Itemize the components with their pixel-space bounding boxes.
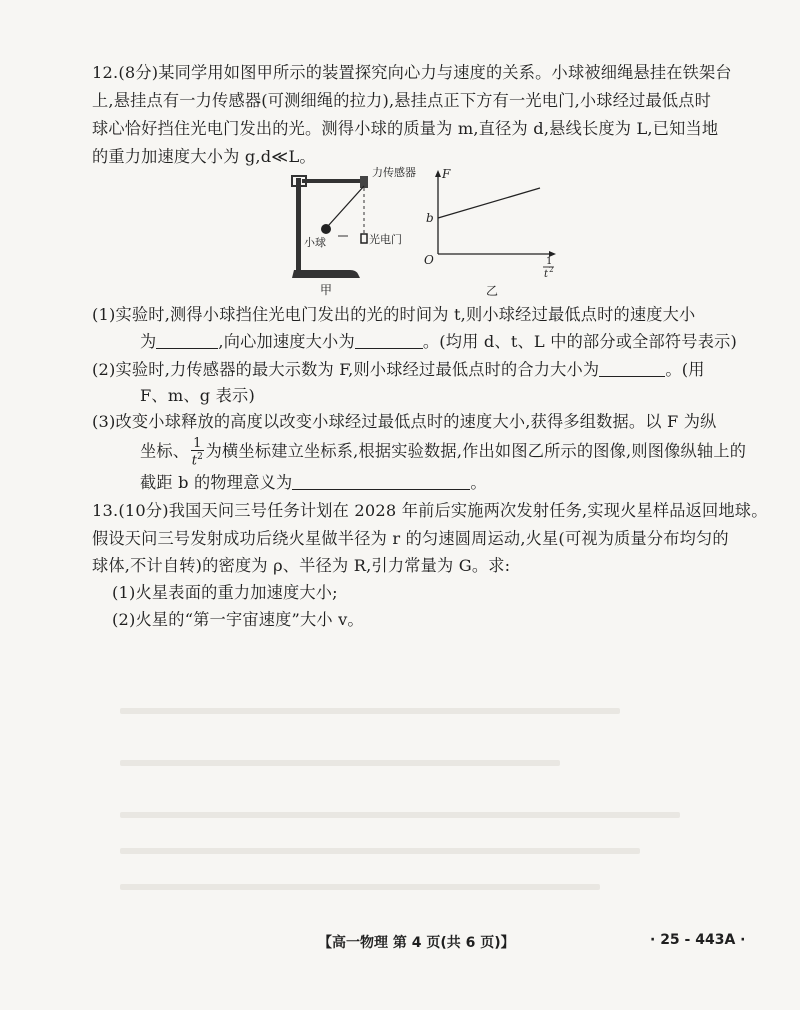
fraction-denominator: $t^2$: [191, 452, 204, 469]
q12-intro-line4: 的重力加速度大小为 g,d≪L。: [92, 147, 316, 166]
intercept-label: b: [426, 211, 434, 225]
q12-sub3-text-c: 截距 b 的物理意义为: [140, 473, 293, 492]
q12-sub1-text-c: 。(均用 d、t、L 中的部分或全部符号表示): [422, 332, 737, 351]
stand-base: [292, 270, 360, 278]
q12-sub1-text-b: ,向心加速度大小为: [218, 332, 355, 351]
answer-blank-intercept-meaning[interactable]: [292, 471, 470, 490]
q13-sub2: (2)火星的“第一宇宙速度”大小 v。: [112, 610, 364, 629]
q12-sub1-line2: [140, 329, 772, 355]
answer-blank-net-force[interactable]: [599, 358, 665, 377]
bleed-mark: [120, 708, 620, 714]
q12-sub1-text-a: 为: [140, 332, 157, 351]
q12-sub3-line1: (3)改变小球释放的高度以改变小球经过最低点时的速度大小,获得多组数据。以 F 为纵: [92, 412, 717, 431]
bleed-mark: [120, 884, 600, 890]
answer-blank-acceleration[interactable]: [355, 330, 423, 349]
q12-sub2-text-b: 。(用: [665, 360, 705, 379]
fig-jia-caption: 甲: [320, 283, 333, 296]
q12-sub2-text-a: (2)实验时,力传感器的最大示数为 F,则小球经过最低点时的合力大小为: [92, 360, 600, 379]
origin-label: O: [424, 253, 434, 267]
gate-label: 光电门: [369, 233, 402, 246]
ball-label: 小球: [304, 236, 326, 249]
photogate: [361, 234, 367, 243]
figure-yi: [418, 160, 568, 300]
q12-sub1-line1: (1)实验时,测得小球挡住光电门发出的光的时间为 t,则小球经过最低点时的速度大小: [92, 305, 696, 324]
y-axis-label: F: [442, 167, 451, 181]
bleed-mark: [120, 760, 560, 766]
ball: [321, 224, 331, 234]
stand-pole: [296, 178, 301, 272]
q13-line1: 13.(10分)我国天问三号任务计划在 2028 年前后实施两次发射任务,实现火星样品返回地球。: [92, 501, 768, 520]
q12-sub3-line2: [140, 437, 772, 467]
string: [328, 186, 364, 226]
q12-intro-line1: 12.(8分)某同学用如图甲所示的装置探究向心力与速度的关系。小球被细绳悬挂在铁架台: [92, 63, 732, 82]
fraction-numerator: 1: [193, 436, 202, 451]
x-label-den: t: [544, 269, 549, 280]
q13-line3: 球体,不计自转)的密度为 ρ、半径为 R,引力常量为 G。求:: [92, 556, 511, 575]
q13-sub1: (1)火星表面的重力加速度大小;: [112, 583, 338, 602]
bleed-mark: [120, 812, 680, 818]
q12-intro-line3: 球心恰好挡住光电门发出的光。测得小球的质量为 m,直径为 d,悬线长度为 L,已知当地: [92, 119, 719, 138]
q12-sub3-text-a: 坐标、: [140, 441, 190, 461]
sensor-label: 力传感器: [372, 166, 416, 179]
q12-sub3-text-d: 。: [470, 473, 487, 492]
q12-sub2-line1: [92, 357, 772, 383]
answer-blank-velocity[interactable]: [156, 330, 218, 349]
q12-intro-line2: 上,悬挂点有一力传感器(可测细绳的拉力),悬挂点正下方有一光电门,小球经过最低点时: [92, 91, 712, 110]
q13-line2: 假设天问三号发射成功后绕火星做半径为 r 的匀速圆周运动,火星(可视为质量分布均匀的: [92, 529, 729, 548]
y-axis-arrow: [435, 170, 441, 177]
q12-sub2-line2: F、m、g 表示): [140, 386, 255, 405]
page-footer-code: · 25 - 443A ·: [650, 932, 746, 948]
bleed-mark: [120, 848, 640, 854]
x-label-exp: 2: [549, 266, 554, 274]
x-label-num: 1: [546, 256, 553, 267]
page-footer-center: 【高一物理 第 4 页(共 6 页)】: [318, 935, 515, 951]
q12-sub3-text-b: 为横坐标建立坐标系,根据实验数据,作出如图乙所示的图像,则图像纵轴上的: [205, 441, 747, 461]
inverse-t-squared-fraction: [191, 437, 203, 467]
q12-sub3-line3: [140, 470, 772, 496]
stand-arm: [302, 179, 364, 183]
data-line: [438, 188, 540, 218]
fig-yi-caption: 乙: [486, 284, 499, 298]
